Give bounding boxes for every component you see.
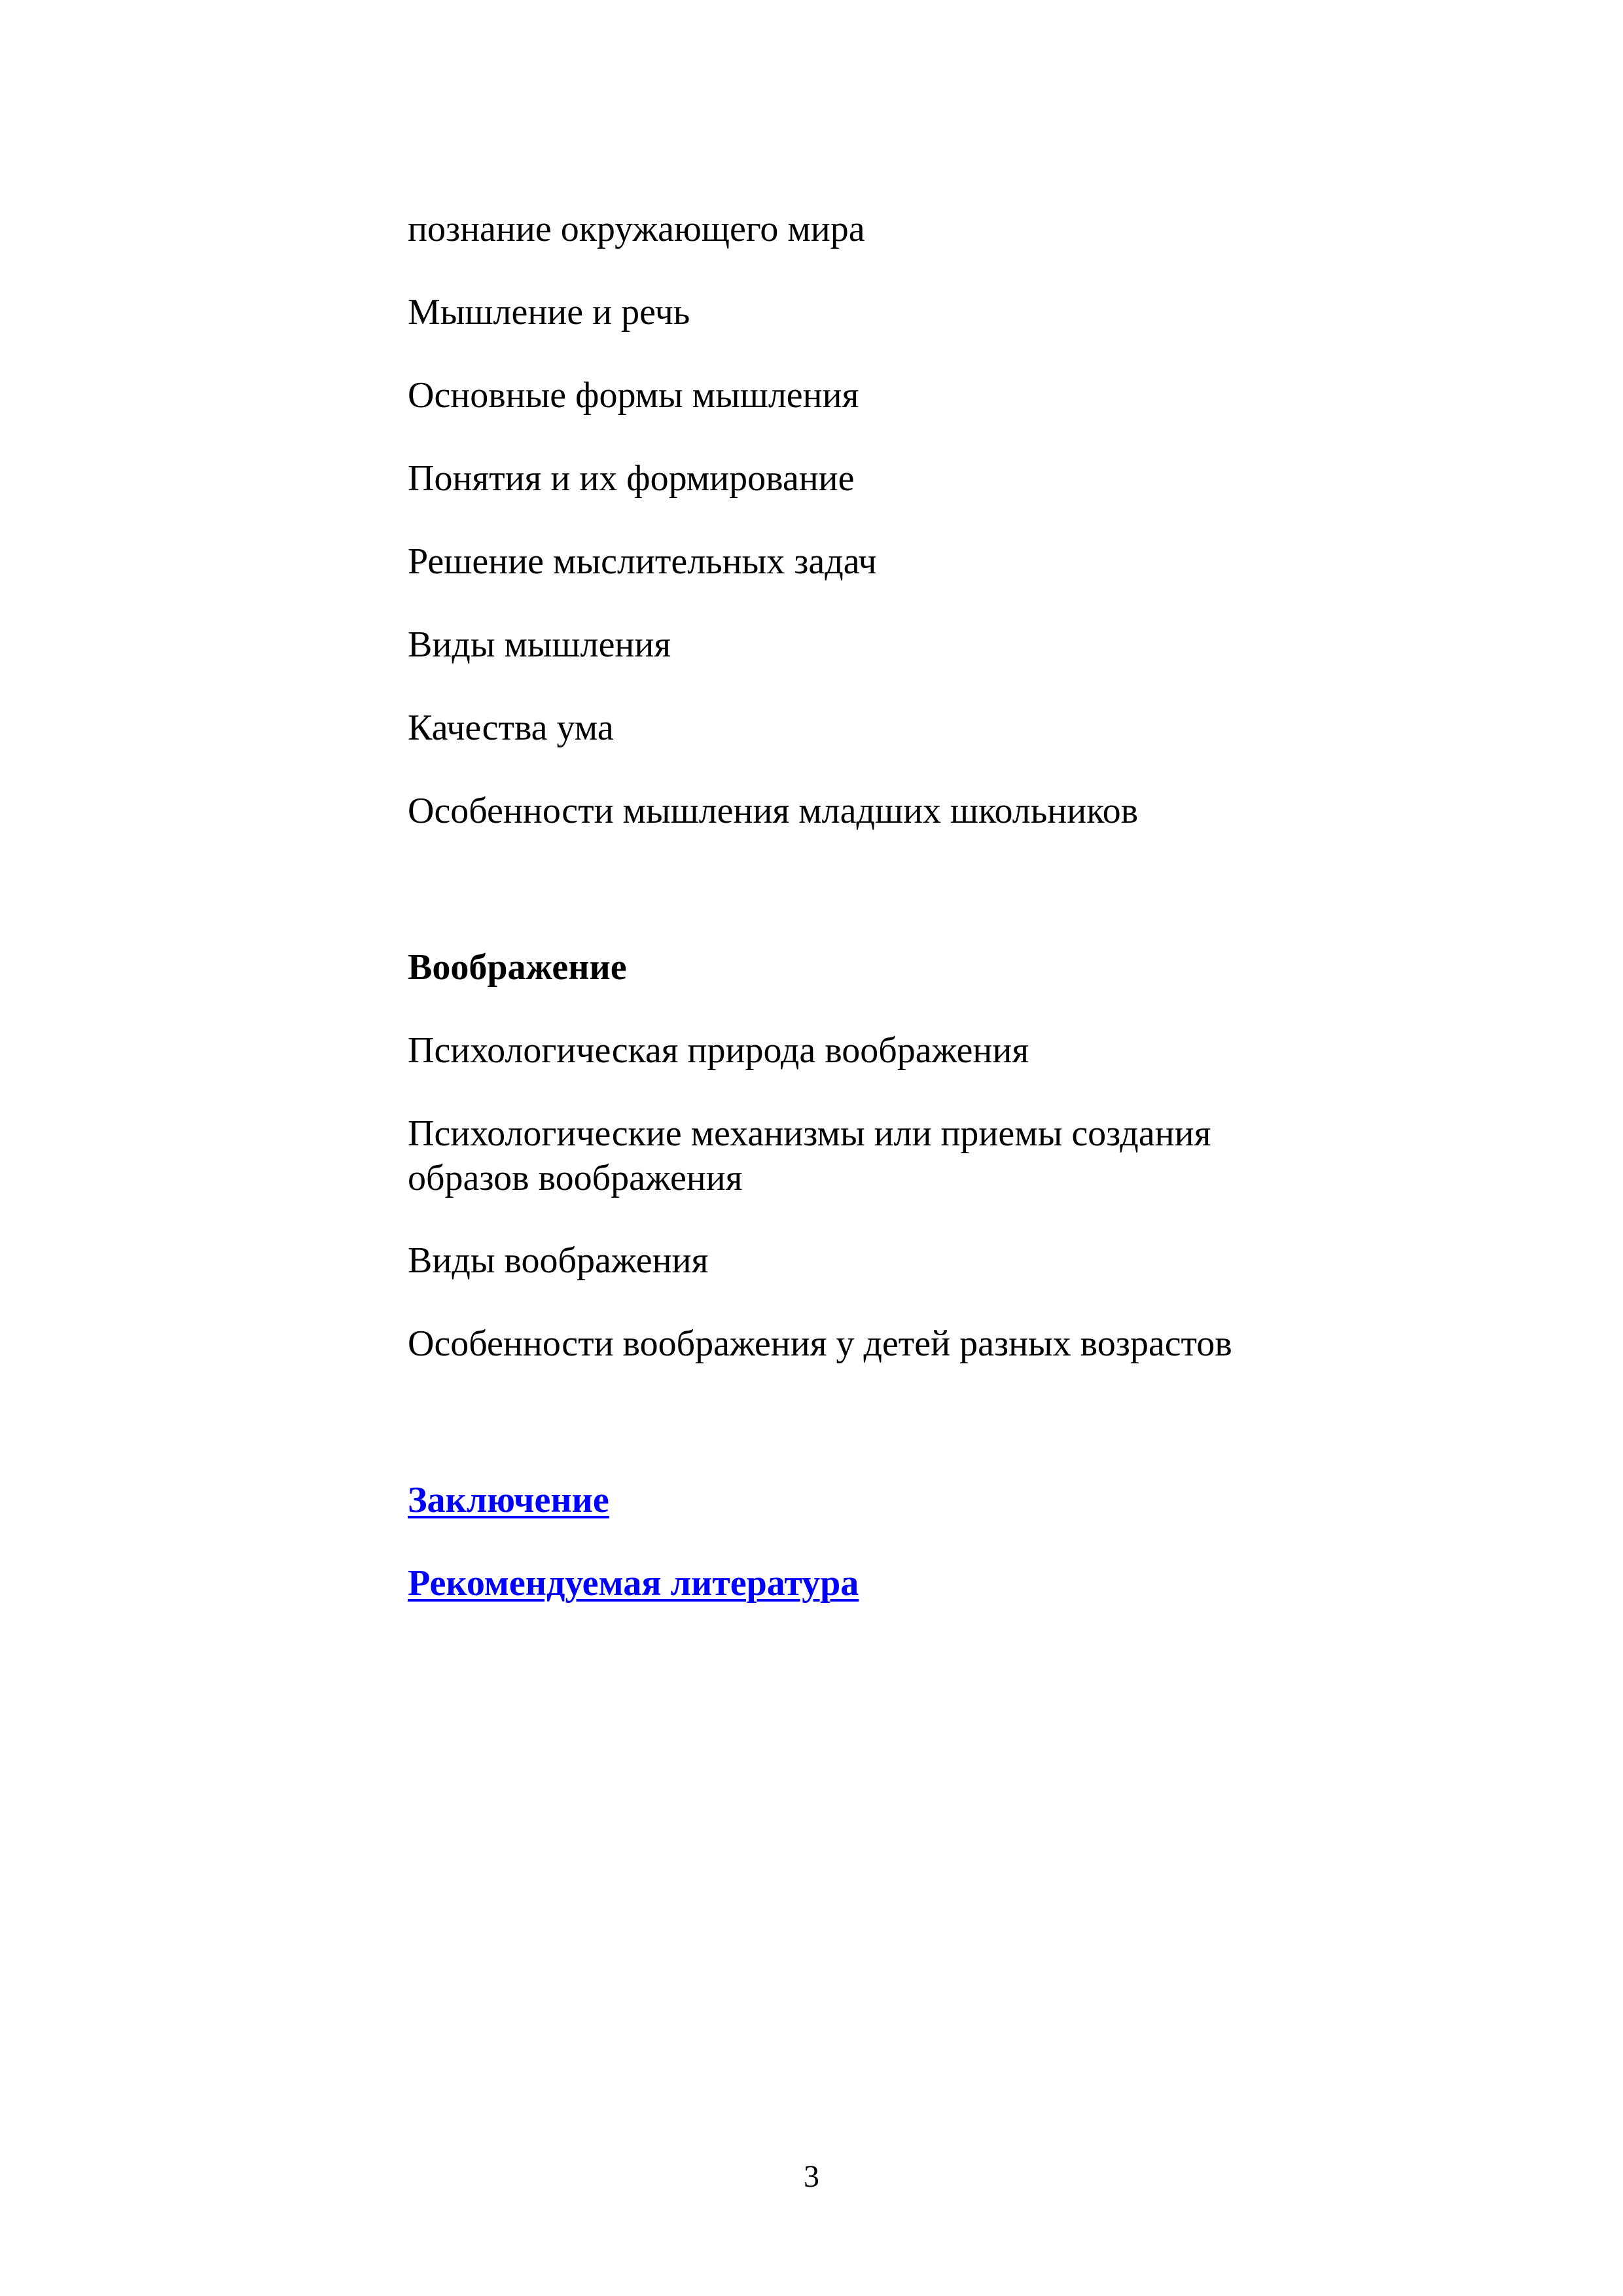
toc-item-forms-of-thinking: Основные формы мышления [408,375,859,416]
toc-item-concepts: Понятия и их формирование [408,458,855,499]
link-conclusion[interactable]: Заключение [408,1480,609,1520]
toc-item-cognition: познание окружающего мира [408,209,865,249]
section-heading-imagination: Воображение [408,947,627,988]
toc-item-nature-of-imagination: Психологическая природа воображения [408,1030,1029,1071]
toc-item-imagination-in-children: Особенности воображения у детей разных возрастов [408,1323,1232,1364]
toc-item-junior-schoolchildren-thinking: Особенности мышления младших школьников [408,791,1139,831]
toc-item-types-of-imagination: Виды воображения [408,1240,709,1281]
toc-item-qualities-of-mind: Качества ума [408,708,614,748]
toc-item-thinking-and-speech: Мышление и речь [408,292,690,332]
page-number: 3 [804,2159,819,2194]
toc-item-mechanisms-of-imagination: Психологические механизмы или приемы создания образов воображения [408,1113,1211,1198]
toc-item-thinking-tasks: Решение мыслительных задач [408,541,877,582]
toc-item-types-of-thinking: Виды мышления [408,624,671,665]
link-recommended-literature[interactable]: Рекомендуемая литература [408,1563,859,1604]
